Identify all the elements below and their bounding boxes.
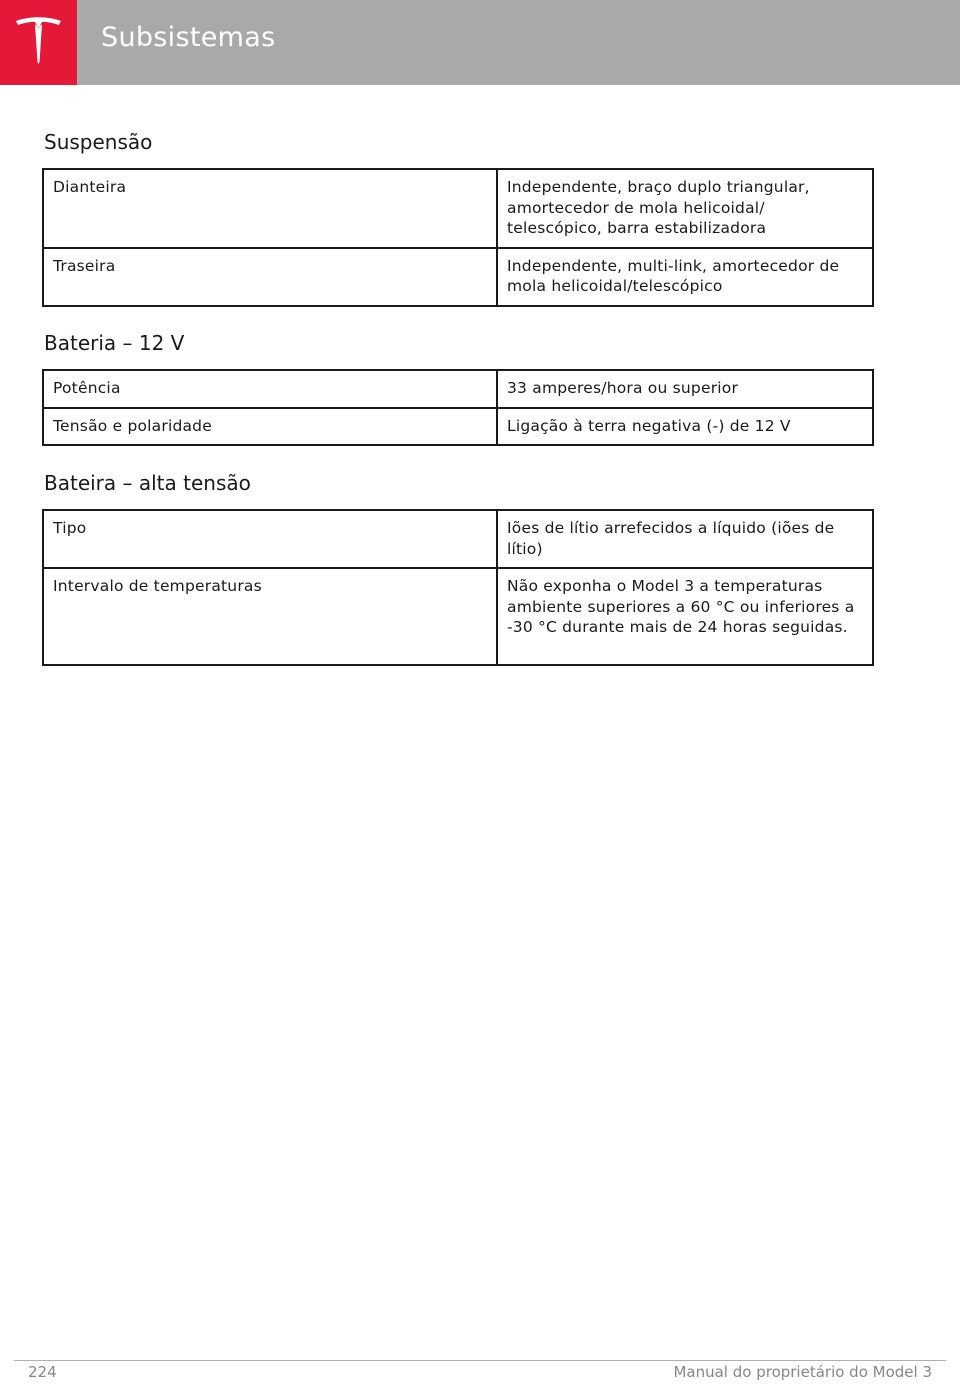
spec-table-suspensao <box>42 168 874 307</box>
footer-divider <box>14 1360 946 1361</box>
brand-logo <box>0 0 77 85</box>
row-value: Iões de lítio arrefecidos a líquido (iões de lítio) <box>497 510 873 568</box>
section-title-bateira-alta-tensao: Bateira – alta tensão <box>44 471 251 495</box>
row-label: Tensão e polaridade <box>43 408 497 446</box>
row-value: Independente, multi-link, amortecedor de mola helicoidal/telescópico <box>497 248 873 306</box>
row-label: Intervalo de temperaturas <box>43 568 497 665</box>
table-row <box>43 248 873 306</box>
page-header-title: Subsistemas <box>101 22 276 53</box>
row-label: Dianteira <box>43 169 497 248</box>
spec-table-bateria-12v <box>42 369 874 446</box>
spec-table-bateira-alta-tensao <box>42 509 874 666</box>
tesla-logo-icon <box>14 16 63 66</box>
row-value: Não exponha o Model 3 a temperaturas ambiente superiores a 60 °C ou inferiores a -30 °C durante mais de 24 horas seguidas. <box>497 568 873 665</box>
section-title-suspensao: Suspensão <box>44 130 153 154</box>
row-label: Traseira <box>43 248 497 306</box>
table-row <box>43 510 873 568</box>
table-row <box>43 568 873 665</box>
row-value: 33 amperes/hora ou superior <box>497 370 873 408</box>
row-label: Tipo <box>43 510 497 568</box>
manual-name: Manual do proprietário do Model 3 <box>673 1363 932 1381</box>
page-number: 224 <box>28 1363 57 1381</box>
table-row <box>43 408 873 446</box>
row-label: Potência <box>43 370 497 408</box>
table-row <box>43 370 873 408</box>
section-title-bateria-12v: Bateria – 12 V <box>44 331 185 355</box>
row-value: Independente, braço duplo triangular, amortecedor de mola helicoidal/ telescópico, barra estabilizadora <box>497 169 873 248</box>
table-row <box>43 169 873 248</box>
row-value: Ligação à terra negativa (-) de 12 V <box>497 408 873 446</box>
